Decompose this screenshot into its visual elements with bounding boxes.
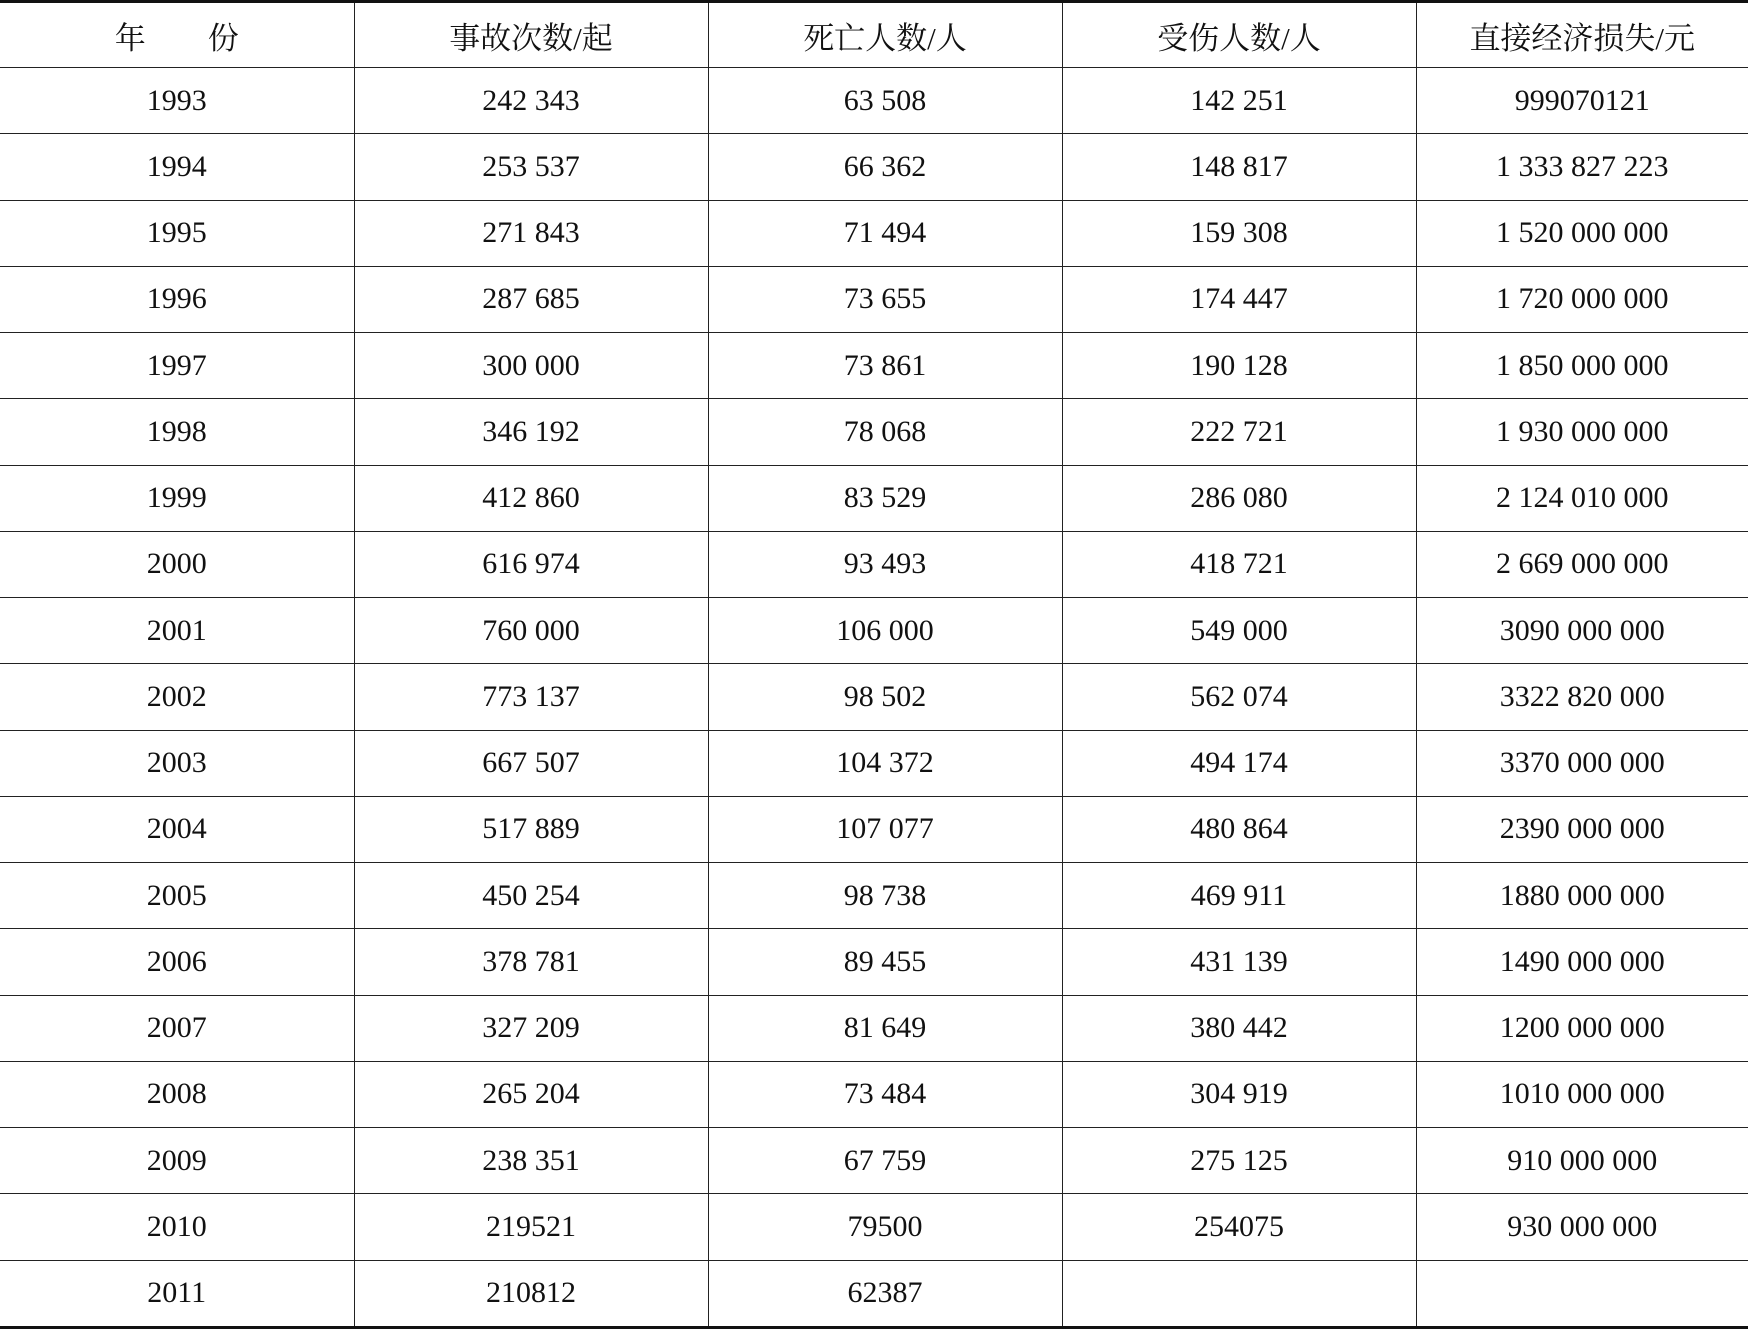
economic-loss-cell: 2 669 000 000 xyxy=(1416,531,1748,597)
year-cell: 2001 xyxy=(0,598,354,664)
injuries-cell: 562 074 xyxy=(1062,664,1416,730)
deaths-cell: 98 502 xyxy=(708,664,1062,730)
year-cell: 2010 xyxy=(0,1194,354,1260)
year-cell: 2000 xyxy=(0,531,354,597)
economic-loss-cell: 1 850 000 000 xyxy=(1416,333,1748,399)
deaths-cell: 71 494 xyxy=(708,200,1062,266)
table-header xyxy=(0,3,1748,68)
table-row xyxy=(0,796,1748,862)
table-row xyxy=(0,1128,1748,1194)
deaths-cell: 89 455 xyxy=(708,929,1062,995)
year-cell: 1998 xyxy=(0,399,354,465)
injuries-cell: 480 864 xyxy=(1062,796,1416,862)
accident-count-cell: 412 860 xyxy=(354,465,708,531)
deaths-cell: 63 508 xyxy=(708,68,1062,134)
accident-count-cell: 219521 xyxy=(354,1194,708,1260)
year-cell: 2009 xyxy=(0,1128,354,1194)
accident-count-cell: 210812 xyxy=(354,1260,708,1326)
year-cell: 2002 xyxy=(0,664,354,730)
accident-count-cell: 517 889 xyxy=(354,796,708,862)
injuries-cell: 431 139 xyxy=(1062,929,1416,995)
injuries-cell: 142 251 xyxy=(1062,68,1416,134)
deaths-cell: 107 077 xyxy=(708,796,1062,862)
accident-count-cell: 238 351 xyxy=(354,1128,708,1194)
injuries-cell: 148 817 xyxy=(1062,134,1416,200)
table-row xyxy=(0,1194,1748,1260)
economic-loss-cell: 3370 000 000 xyxy=(1416,730,1748,796)
table-row xyxy=(0,598,1748,664)
economic-loss-cell: 999070121 xyxy=(1416,68,1748,134)
year-cell: 2004 xyxy=(0,796,354,862)
header-deaths: 死亡人数/人 xyxy=(708,3,1062,68)
year-cell: 1993 xyxy=(0,68,354,134)
economic-loss-cell: 1200 000 000 xyxy=(1416,995,1748,1061)
table-row xyxy=(0,200,1748,266)
table-row xyxy=(0,333,1748,399)
economic-loss-cell: 930 000 000 xyxy=(1416,1194,1748,1260)
accident-count-cell: 242 343 xyxy=(354,68,708,134)
injuries-cell: 275 125 xyxy=(1062,1128,1416,1194)
deaths-cell: 73 655 xyxy=(708,266,1062,332)
accident-count-cell: 450 254 xyxy=(354,863,708,929)
economic-loss-cell: 1 520 000 000 xyxy=(1416,200,1748,266)
accident-count-cell: 327 209 xyxy=(354,995,708,1061)
injuries-cell: 380 442 xyxy=(1062,995,1416,1061)
accident-count-cell: 760 000 xyxy=(354,598,708,664)
table-row xyxy=(0,995,1748,1061)
deaths-cell: 78 068 xyxy=(708,399,1062,465)
injuries-cell: 222 721 xyxy=(1062,399,1416,465)
economic-loss-cell: 1880 000 000 xyxy=(1416,863,1748,929)
year-cell: 1995 xyxy=(0,200,354,266)
economic-loss-cell: 2390 000 000 xyxy=(1416,796,1748,862)
deaths-cell: 73 861 xyxy=(708,333,1062,399)
header-row xyxy=(0,3,1748,68)
table-body xyxy=(0,68,1748,1327)
injuries-cell: 190 128 xyxy=(1062,333,1416,399)
accident-count-cell: 378 781 xyxy=(354,929,708,995)
year-cell: 2007 xyxy=(0,995,354,1061)
deaths-cell: 62387 xyxy=(708,1260,1062,1326)
economic-loss-cell: 3090 000 000 xyxy=(1416,598,1748,664)
deaths-cell: 93 493 xyxy=(708,531,1062,597)
table-row xyxy=(0,863,1748,929)
header-injuries: 受伤人数/人 xyxy=(1062,3,1416,68)
deaths-cell: 66 362 xyxy=(708,134,1062,200)
year-cell: 2008 xyxy=(0,1061,354,1127)
table-row xyxy=(0,266,1748,332)
year-cell: 2006 xyxy=(0,929,354,995)
accident-count-cell: 287 685 xyxy=(354,266,708,332)
table-row xyxy=(0,664,1748,730)
year-cell: 2003 xyxy=(0,730,354,796)
economic-loss-cell: 1 720 000 000 xyxy=(1416,266,1748,332)
accident-count-cell: 773 137 xyxy=(354,664,708,730)
deaths-cell: 79500 xyxy=(708,1194,1062,1260)
deaths-cell: 98 738 xyxy=(708,863,1062,929)
year-cell: 1996 xyxy=(0,266,354,332)
accident-count-cell: 265 204 xyxy=(354,1061,708,1127)
header-accident-count: 事故次数/起 xyxy=(354,3,708,68)
table-row xyxy=(0,929,1748,995)
table-row xyxy=(0,1260,1748,1326)
deaths-cell: 73 484 xyxy=(708,1061,1062,1127)
accident-count-cell: 346 192 xyxy=(354,399,708,465)
traffic-accident-statistics-table xyxy=(0,3,1748,1326)
injuries-cell xyxy=(1062,1260,1416,1326)
injuries-cell: 469 911 xyxy=(1062,863,1416,929)
table-row xyxy=(0,465,1748,531)
header-economic-loss: 直接经济损失/元 xyxy=(1416,3,1748,68)
year-cell: 2005 xyxy=(0,863,354,929)
economic-loss-cell: 2 124 010 000 xyxy=(1416,465,1748,531)
accident-count-cell: 667 507 xyxy=(354,730,708,796)
injuries-cell: 418 721 xyxy=(1062,531,1416,597)
year-cell: 1999 xyxy=(0,465,354,531)
injuries-cell: 159 308 xyxy=(1062,200,1416,266)
table-row xyxy=(0,134,1748,200)
economic-loss-cell: 1 930 000 000 xyxy=(1416,399,1748,465)
economic-loss-cell: 910 000 000 xyxy=(1416,1128,1748,1194)
deaths-cell: 67 759 xyxy=(708,1128,1062,1194)
table-row xyxy=(0,730,1748,796)
economic-loss-cell: 3322 820 000 xyxy=(1416,664,1748,730)
accident-count-cell: 616 974 xyxy=(354,531,708,597)
year-cell: 1997 xyxy=(0,333,354,399)
year-cell: 1994 xyxy=(0,134,354,200)
injuries-cell: 286 080 xyxy=(1062,465,1416,531)
accident-count-cell: 253 537 xyxy=(354,134,708,200)
year-cell: 2011 xyxy=(0,1260,354,1326)
economic-loss-cell xyxy=(1416,1260,1748,1326)
header-year: 年 份 xyxy=(0,3,354,68)
injuries-cell: 494 174 xyxy=(1062,730,1416,796)
table-row xyxy=(0,399,1748,465)
injuries-cell: 549 000 xyxy=(1062,598,1416,664)
table-row xyxy=(0,531,1748,597)
accident-count-cell: 300 000 xyxy=(354,333,708,399)
deaths-cell: 106 000 xyxy=(708,598,1062,664)
deaths-cell: 83 529 xyxy=(708,465,1062,531)
injuries-cell: 254075 xyxy=(1062,1194,1416,1260)
economic-loss-cell: 1010 000 000 xyxy=(1416,1061,1748,1127)
deaths-cell: 104 372 xyxy=(708,730,1062,796)
injuries-cell: 174 447 xyxy=(1062,266,1416,332)
deaths-cell: 81 649 xyxy=(708,995,1062,1061)
table-row xyxy=(0,68,1748,134)
accident-count-cell: 271 843 xyxy=(354,200,708,266)
table-row xyxy=(0,1061,1748,1127)
economic-loss-cell: 1490 000 000 xyxy=(1416,929,1748,995)
injuries-cell: 304 919 xyxy=(1062,1061,1416,1127)
economic-loss-cell: 1 333 827 223 xyxy=(1416,134,1748,200)
